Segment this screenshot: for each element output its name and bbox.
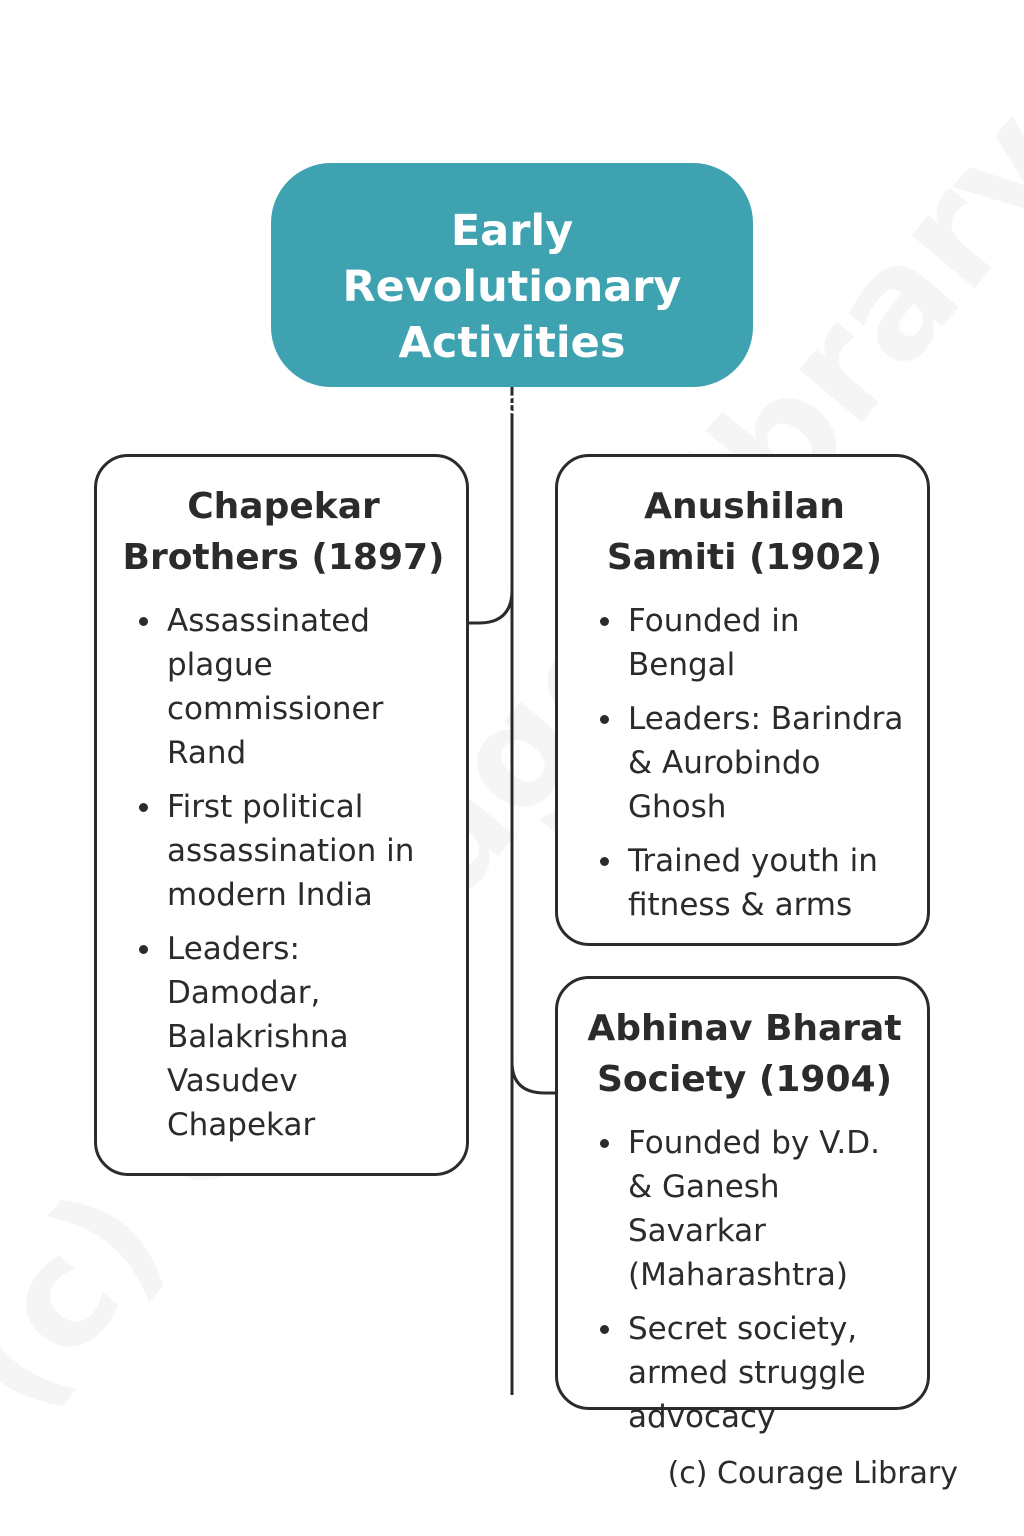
bullet-item: Founded by V.D. & Ganesh Savarkar (Maharashtra) [598, 1121, 907, 1297]
bullet-item: Secret society, armed struggle advocacy [598, 1307, 907, 1439]
bullet-list [598, 1121, 907, 1439]
card-heading: Anushilan Samiti (1902) [606, 486, 883, 578]
bullet-item: First political assassination in modern India [137, 785, 446, 917]
bullet-item: Leaders: Barindra & Aurobindo Ghosh [598, 697, 907, 829]
title-main: Early Revolutionary Activities [342, 206, 682, 368]
connector-abhinav [512, 1062, 555, 1093]
connector-chapekar [469, 590, 512, 623]
bullet-item: Assassinated plague commissioner Rand [137, 599, 446, 775]
bullet-item: Founded in Bengal [598, 599, 907, 687]
bullet-list [598, 599, 907, 927]
bullet-list [137, 599, 446, 1147]
title-node [271, 163, 753, 421]
card-heading: Chapekar Brothers (1897) [122, 486, 445, 578]
card-anushilan-samiti [555, 454, 930, 946]
bullet-item: Leaders: Damodar, Balakrishna Vasudev Chapekar [137, 927, 446, 1147]
card-chapekar-brothers [94, 454, 469, 1176]
bullet-item: Trained youth in fitness & arms [598, 839, 907, 927]
title-subtitle: (Before WWI) [409, 385, 615, 421]
card-heading: Abhinav Bharat Society (1904) [587, 1008, 902, 1100]
copyright-notice: (c) Courage Library [667, 1456, 958, 1491]
card-abhinav-bharat-society [555, 976, 930, 1435]
